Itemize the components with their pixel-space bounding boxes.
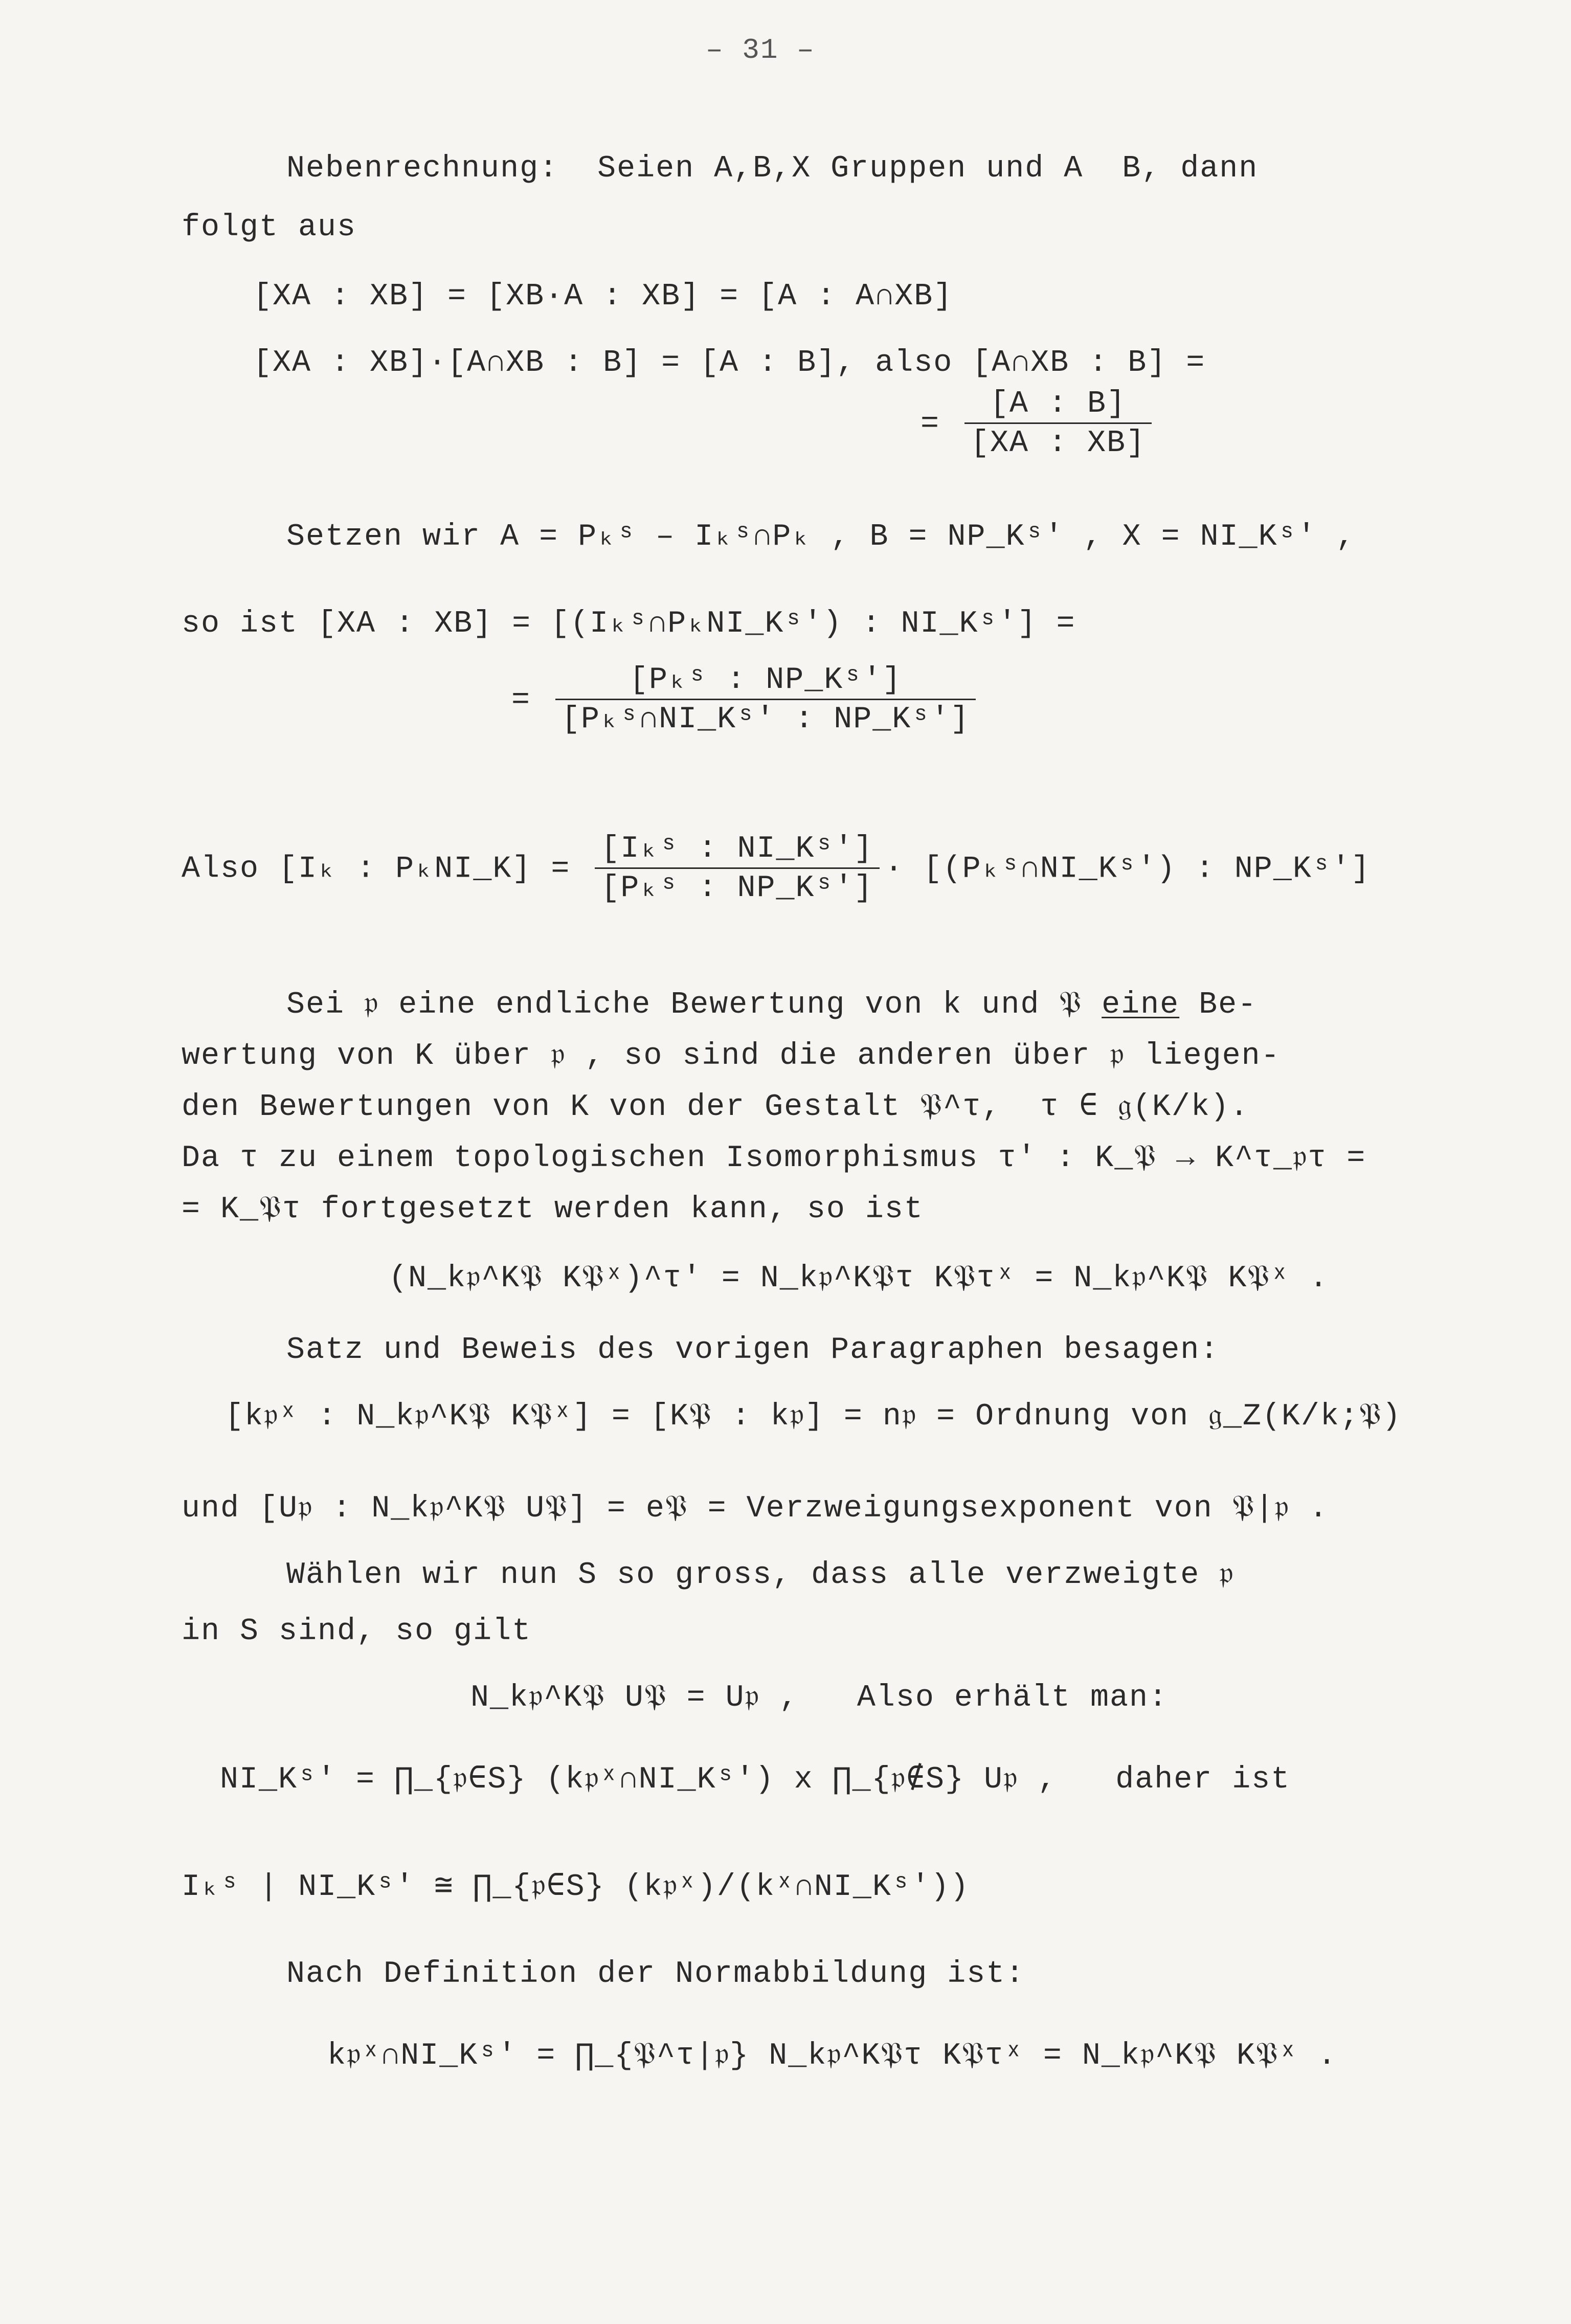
formula-line: und [U𝔭 : N_k𝔭^K𝔓 U𝔓] = e𝔓 = Verzweigungsexponent von 𝔓|𝔭 .: [182, 1491, 1329, 1526]
text-line: Wählen wir nun S so gross, dass alle verzweigte 𝔭: [286, 1558, 1235, 1593]
formula-line: [k𝔭ˣ : N_k𝔭^K𝔓 K𝔓ˣ] = [K𝔓 : k𝔭] = n𝔭 = Ordnung von 𝔤_Z(K/k;𝔓): [225, 1399, 1402, 1434]
fraction-denominator: [Pₖˢ : NP_Kˢ']: [595, 867, 879, 904]
fraction-numerator: [Pₖˢ : NP_Kˢ']: [630, 663, 902, 698]
text-line: Nebenrechnung: Seien A,B,X Gruppen und A B, dann: [286, 151, 1259, 186]
text-line: [286, 990, 1257, 1020]
text-line: Setzen wir A = Pₖˢ – Iₖˢ∩Pₖ , B = NP_Kˢ' , X = NI_Kˢ' ,: [286, 520, 1356, 554]
formula-line: = $\frac{\text{[Pₖˢ : NP\_Kˢ']}}{\text{[Pₖˢ∩NI\_Kˢ' : NP\_Kˢ']}}$: [511, 665, 981, 735]
fraction-denominator: [XA : XB]: [964, 422, 1152, 459]
fraction: [964, 389, 1152, 459]
fraction-denominator: [Pₖˢ∩NI_Kˢ' : NP_Kˢ']: [555, 699, 976, 735]
formula-rhs: · [(Pₖˢ∩NI_Kˢ') : NP_Kˢ']: [884, 852, 1371, 887]
formula-line: so ist [XA : XB] = [(Iₖˢ∩PₖNI_Kˢ') : NI_Kˢ'] =: [182, 607, 1076, 641]
formula-line: [XA : XB] = [XB·A : XB] = [A : A∩XB]: [253, 279, 953, 314]
text-line: in S sind, so gilt: [182, 1614, 532, 1649]
formula-line: [182, 834, 1371, 904]
text-segment: Be-: [1179, 988, 1258, 1022]
text-line: den Bewertungen von K von der Gestalt 𝔓^τ, τ ∈ 𝔤(K/k).: [182, 1090, 1249, 1125]
fraction-numerator: [Iₖˢ : NI_Kˢ']: [601, 832, 873, 866]
text-segment: Sei 𝔭 eine endliche Bewertung von k und 𝔓: [286, 988, 1102, 1022]
formula-line: [XA : XB]·[A∩XB : B] = [A : B], also [A∩XB : B] =: [253, 346, 1206, 381]
formula-lhs: Also [Iₖ : PₖNI_K] =: [182, 852, 571, 887]
text-line: wertung von K über 𝔭 , so sind die anderen über 𝔭 liegen-: [182, 1039, 1281, 1074]
formula-line: Iₖˢ | NI_Kˢ' ≅ ∏_{𝔭∈S} (k𝔭ˣ)/(kˣ∩NI_Kˢ')): [182, 1870, 970, 1905]
formula-line: (N_k𝔭^K𝔓 K𝔓ˣ)^τ' = N_k𝔭^K𝔓τ K𝔓τˣ = N_k𝔭^K𝔓 K𝔓ˣ .: [389, 1261, 1329, 1296]
formula-line: NI_Kˢ' = ∏_{𝔭∈S} (k𝔭ˣ∩NI_Kˢ') x ∏_{𝔭∉S} U𝔭 , daher ist: [220, 1762, 1291, 1797]
fraction: [595, 834, 879, 904]
text-line: Satz und Beweis des vorigen Paragraphen besagen:: [286, 1333, 1220, 1368]
formula-line: = $\frac{[A : B]}{[XA : XB]}$: [921, 389, 1157, 459]
text-line: Nach Definition der Normabbildung ist:: [286, 1957, 1025, 1992]
fraction: [555, 665, 976, 735]
text-line: = K_𝔓τ fortgesetzt werden kann, so ist: [182, 1192, 924, 1227]
fraction-numerator: [A : B]: [990, 387, 1127, 421]
formula-line: N_k𝔭^K𝔓 U𝔓 = U𝔭 , Also erhält man:: [470, 1681, 1168, 1715]
formula-line: k𝔭ˣ∩NI_Kˢ' = ∏_{𝔓^τ|𝔭} N_k𝔭^K𝔓τ K𝔓τˣ = N_k𝔭^K𝔓 K𝔓ˣ .: [327, 2039, 1337, 2073]
text-line: folgt aus: [182, 210, 357, 245]
text-line: Da τ zu einem topologischen Isomorphismus τ' : K_𝔓 → K^τ_𝔭τ =: [182, 1141, 1366, 1176]
underlined-word: eine: [1102, 988, 1180, 1022]
page-number: – 31 –: [706, 34, 815, 66]
